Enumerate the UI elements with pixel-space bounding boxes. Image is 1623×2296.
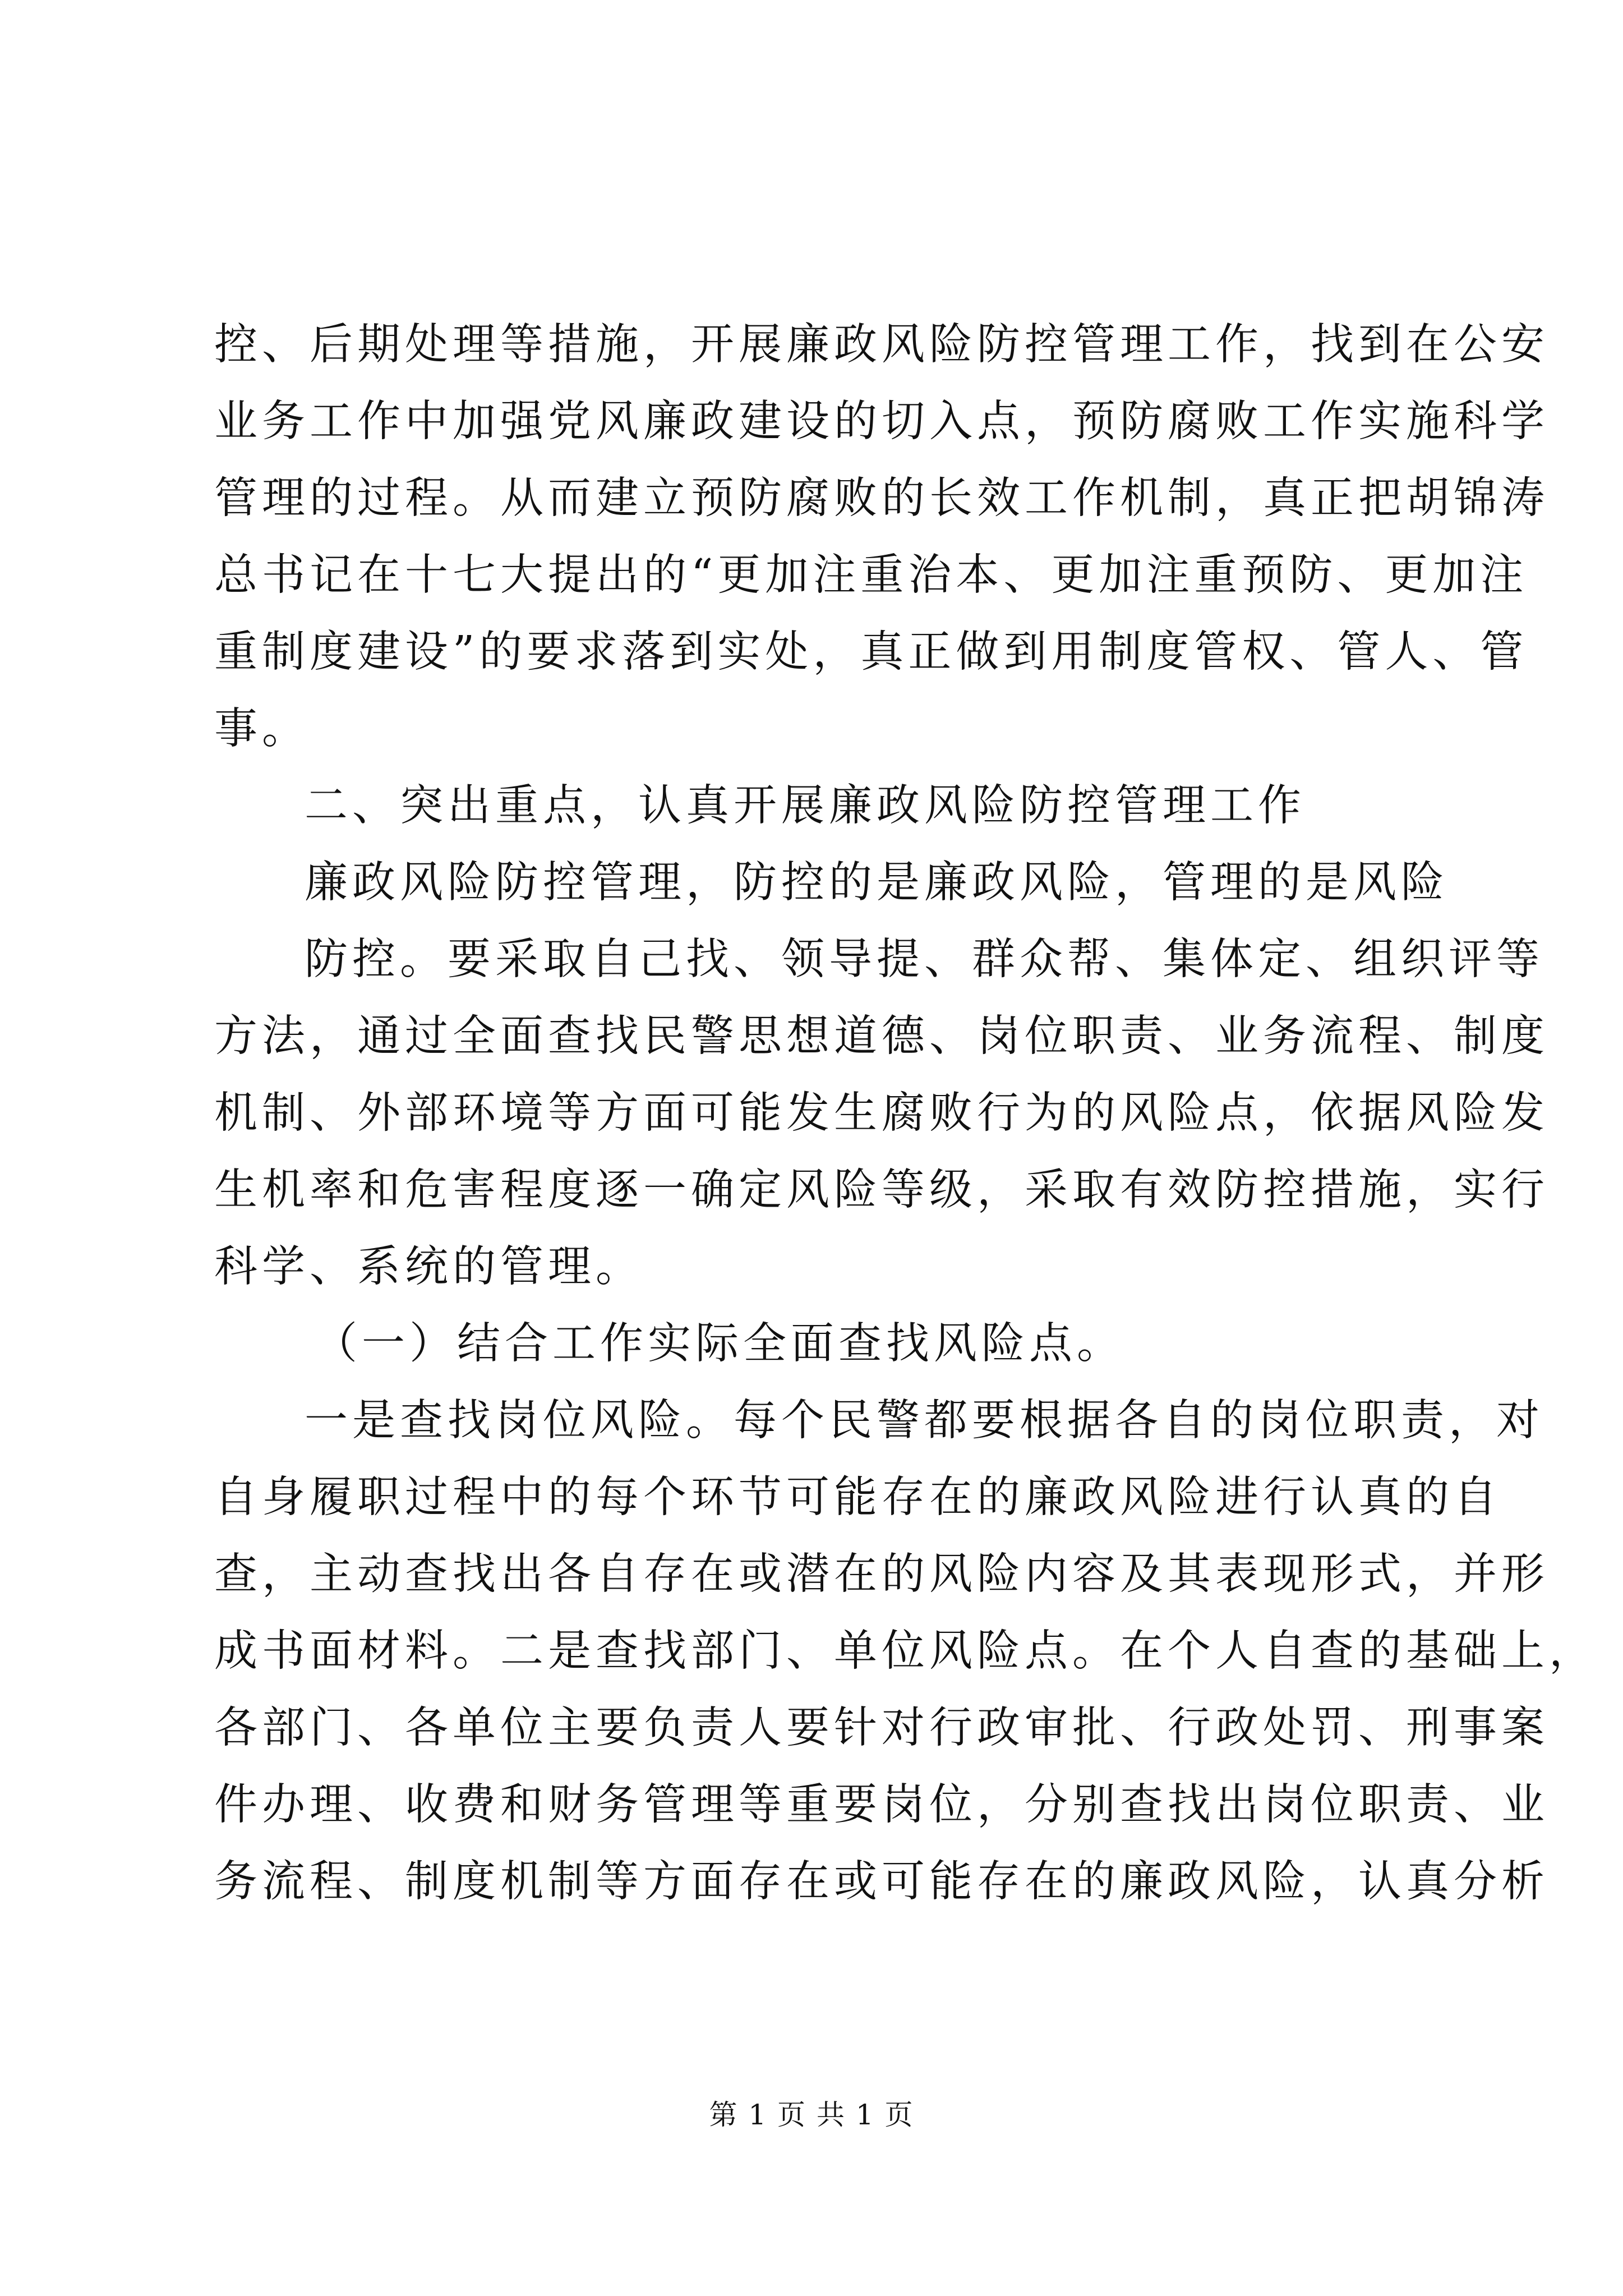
text-line: 机制、外部环境等方面可能发生腐败行为的风险点，依据风险发 bbox=[214, 1088, 1549, 1138]
section-heading: 二、突出重点，认真开展廉政风险防控管理工作 bbox=[305, 781, 1306, 831]
text-line: 防控。要采取自己找、领导提、群众帮、集体定、组织评等 bbox=[305, 935, 1544, 984]
text-line: 管理的过程。从而建立预防腐败的长效工作机制，真正把胡锦涛 bbox=[214, 473, 1549, 523]
text-line: 查，主动查找出各自存在或潜在的风险内容及其表现形式，并形 bbox=[214, 1549, 1549, 1599]
text-line: 廉政风险防控管理，防控的是廉政风险，管理的是风险 bbox=[305, 858, 1449, 908]
text-line: 科学、系统的管理。 bbox=[214, 1242, 643, 1292]
text-line: 各部门、各单位主要负责人要针对行政审批、行政处罚、刑事案 bbox=[214, 1703, 1549, 1753]
text-line: 方法，通过全面查找民警思想道德、岗位职责、业务流程、制度 bbox=[214, 1011, 1549, 1061]
text-line: 一是查找岗位风险。每个民警都要根据各自的岗位职责，对 bbox=[305, 1396, 1544, 1446]
text-line: 自身履职过程中的每个环节可能存在的廉政风险进行认真的自 bbox=[214, 1473, 1501, 1522]
text-line: 总书记在十七大提出的“更加注重治本、更加注重预防、更加注 bbox=[214, 550, 1528, 600]
text-line: 业务工作中加强党风廉政建设的切入点，预防腐败工作实施科学 bbox=[214, 397, 1549, 447]
text-line: 件办理、收费和财务管理等重要岗位，分别查找出岗位职责、业 bbox=[214, 1780, 1549, 1830]
text-line: 事。 bbox=[214, 704, 310, 754]
page-footer: 第 1 页 共 1 页 bbox=[709, 2099, 914, 2131]
text-line: 务流程、制度机制等方面存在或可能存在的廉政风险，认真分析 bbox=[214, 1857, 1549, 1907]
subsection-heading: （一）结合工作实际全面查找风险点。 bbox=[314, 1319, 1124, 1369]
text-line: 控、后期处理等措施，开展廉政风险防控管理工作，找到在公安 bbox=[214, 320, 1549, 370]
text-line: 生机率和危害程度逐一确定风险等级，采取有效防控措施，实行 bbox=[214, 1165, 1549, 1215]
text-line: 重制度建设”的要求落到实处，真正做到用制度管权、管人、管 bbox=[214, 627, 1528, 677]
text-line: 成书面材料。二是查找部门、单位风险点。在个人自查的基础上， bbox=[214, 1626, 1597, 1676]
